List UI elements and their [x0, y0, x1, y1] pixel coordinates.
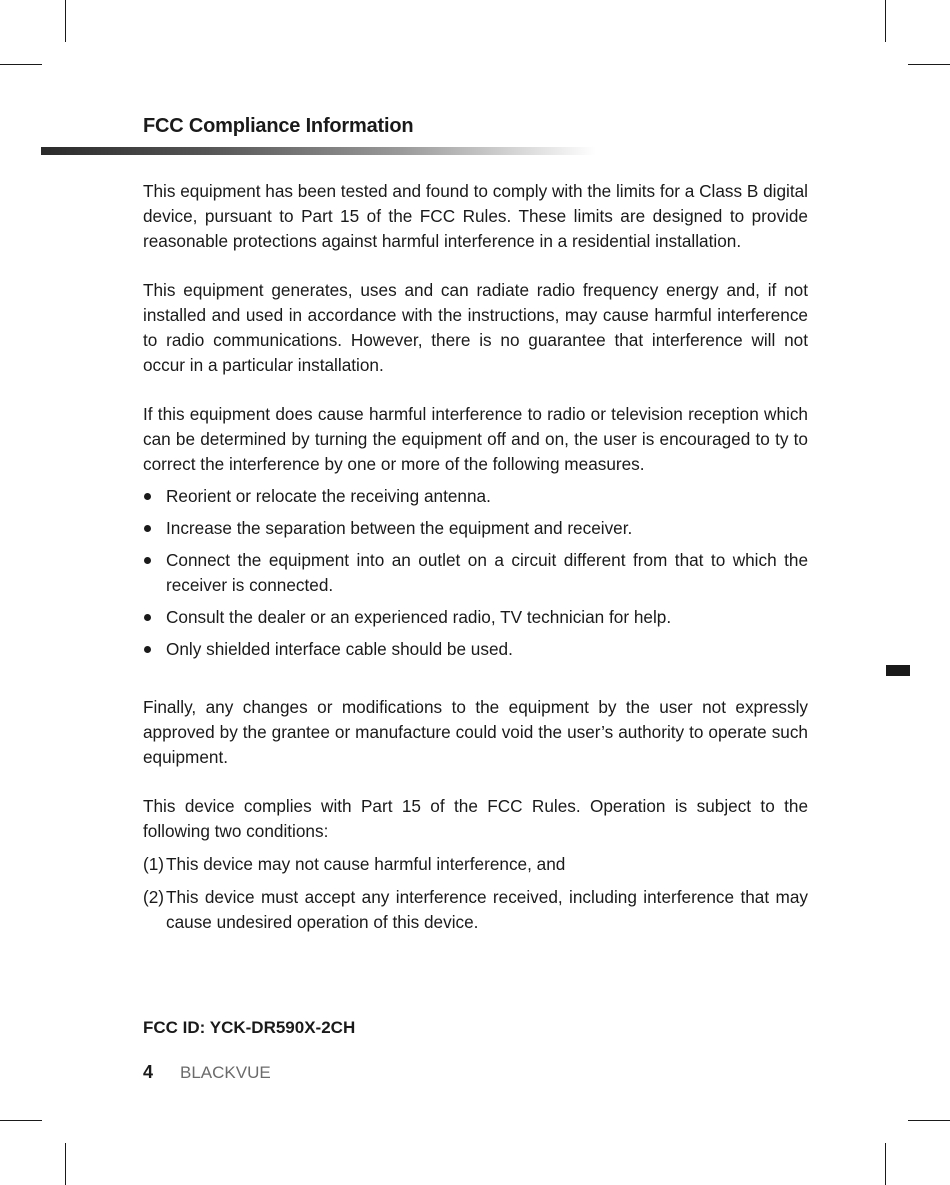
list-item: (1) This device may not cause harmful interference, and — [143, 854, 566, 874]
crop-mark-bottom-left-vertical — [65, 1143, 66, 1185]
page-number: 4 — [143, 1062, 154, 1082]
bullet-icon — [144, 614, 151, 621]
bullet-icon — [144, 557, 151, 564]
list-item: Only shielded interface cable should be used. — [143, 637, 808, 662]
fcc-id: FCC ID: YCK-DR590X-2CH — [143, 1018, 356, 1037]
crop-mark-top-right-horizontal — [908, 64, 950, 65]
measures-list — [143, 484, 808, 662]
brand-name: BLACKVUE — [180, 1063, 271, 1082]
conditions-list — [143, 852, 808, 935]
paragraph-part15-compliance: This device complies with Part 15 of the FCC Rules. Operation is subject to the following two conditions: — [143, 796, 808, 841]
paragraph-modifications-warning: Finally, any changes or modifications to the equipment by the user not expressly approved by the grantee or manufacture could void the user’s authority to operate such equipment. — [143, 697, 808, 767]
crop-mark-bottom-right-vertical — [885, 1143, 886, 1185]
bullet-icon — [144, 646, 151, 653]
crop-mark-bottom-left-horizontal — [0, 1120, 42, 1121]
list-item: (2) This device must accept any interference received, including interference that may cause undesired operation of this device. — [143, 887, 808, 932]
list-item: Reorient or relocate the receiving antenna. — [143, 484, 808, 509]
page-title: FCC Compliance Information — [143, 115, 414, 137]
crop-mark-top-left-horizontal — [0, 64, 42, 65]
paragraph-radio-energy: This equipment generates, uses and can radiate radio frequency energy and, if not installed and used in accordance with the instructions, may cause harmful interference to radio communications. However, there is no guarantee that interference will not occur in a particular installation. — [143, 280, 808, 375]
crop-mark-top-right-vertical — [885, 0, 886, 42]
section-tab-marker — [886, 665, 910, 676]
list-item: Increase the separation between the equipment and receiver. — [143, 516, 808, 541]
list-item: Connect the equipment into an outlet on a circuit different from that to which the receiver is connected. — [143, 548, 808, 598]
title-underline — [41, 147, 596, 155]
bullet-icon — [144, 525, 151, 532]
bullet-icon — [144, 493, 151, 500]
crop-mark-top-left-vertical — [65, 0, 66, 42]
crop-mark-bottom-right-horizontal — [908, 1120, 950, 1121]
list-item: Consult the dealer or an experienced radio, TV technician for help. — [143, 605, 808, 630]
page-footer — [143, 1062, 271, 1083]
paragraph-interference-measures: If this equipment does cause harmful interference to radio or television reception which can be determined by turning the equipment off and on, the user is encouraged to ty to correct the interference by one or more of the following measures. — [143, 404, 808, 474]
paragraph-class-b: This equipment has been tested and found to comply with the limits for a Class B digital device, pursuant to Part 15 of the FCC Rules. These limits are designed to provide reasonable protections against harmful interference in a residential installation. — [143, 181, 808, 251]
document-body — [143, 179, 808, 935]
